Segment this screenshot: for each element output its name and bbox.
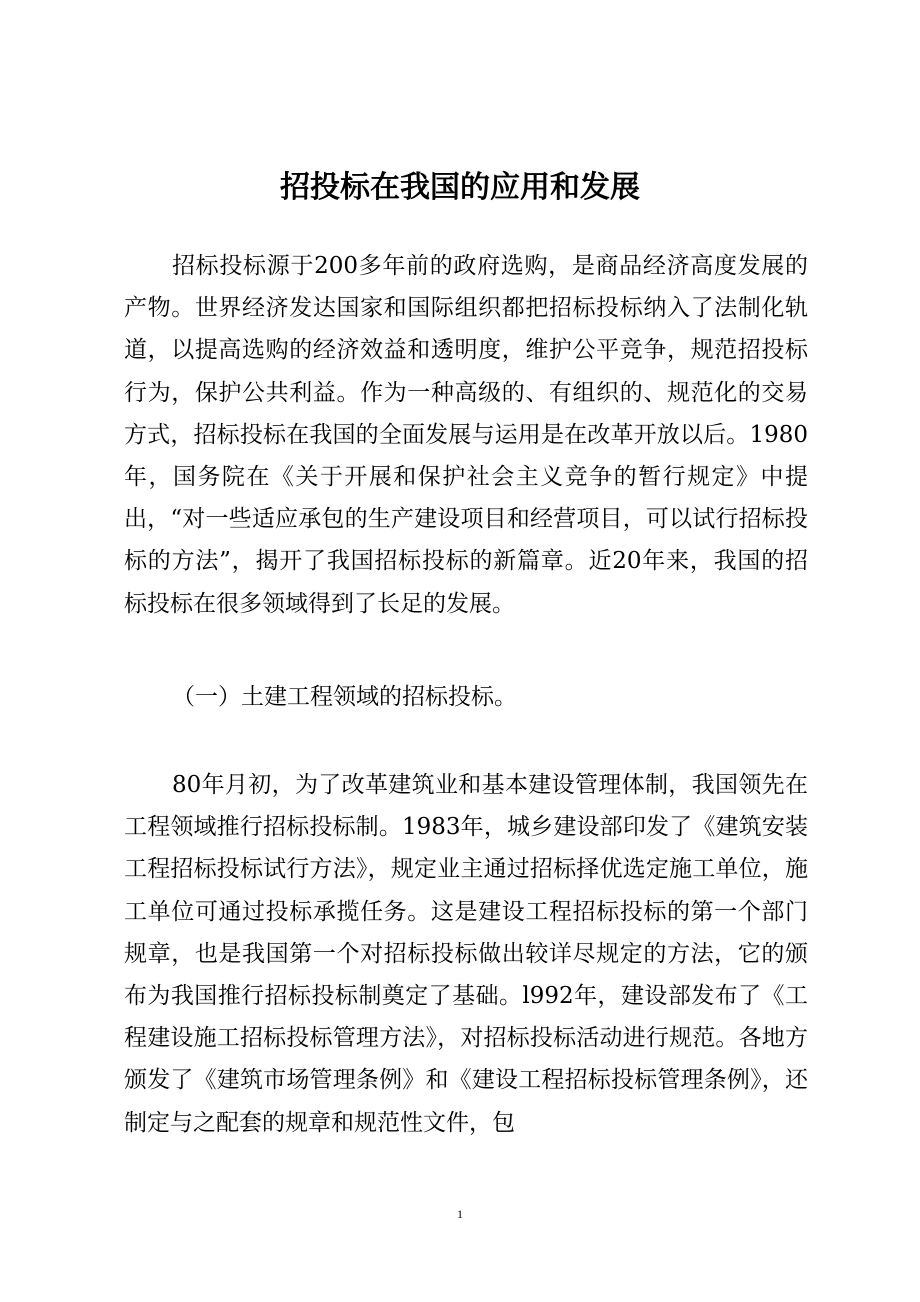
paragraph-civil-engineering: 80年月初，为了改革建筑业和基本建设管理体制，我国领先在工程领域推行招标投标制。1983年，城乡建设部印发了《建筑安装工程招标投标试行方法》，规定业主通过招标择优选定施工单位，施工单位可通过投标承揽任务。这是建设工程招标投标的第一个部门规章，也是我国第一个对招标投标做出较详尽规定的方法，它的颁布为我国推行招标投标制奠定了基础。l992年，建设部发布了《工程建设施工招标投标管理方法》，对招标投标活动进行规范。各地方颁发了《建筑市场管理条例》和《建设工程招标投标管理条例》，还制定与之配套的规章和规范性文件，包 (124, 772, 808, 1136)
document-title: 招投标在我国的应用和发展 (280, 170, 640, 205)
paragraph-intro: 招标投标源于200多年前的政府选购，是商品经济高度发展的产物。世界经济发达国家和国际组织都把招标投标纳入了法制化轨道，以提高选购的经济效益和透明度，维护公平竞争，规范招投标行为，保护公共利益。作为一种高级的、有组织的、规范化的交易方式，招标投标在我国的全面发展与运用是在改革开放以后。1980年，国务院在《关于开展和保护社会主义竞争的暂行规定》中提出，“对一些适应承包的生产建设项目和经营项目，可以试行招标投标的方法”，揭开了我国招标投标的新篇章。近20年来，我国的招标投标在很多领域得到了长足的发展。 (124, 253, 808, 617)
page-number: 1 (457, 1207, 463, 1221)
section-heading: （一）土建工程领域的招标投标。 (172, 684, 517, 710)
